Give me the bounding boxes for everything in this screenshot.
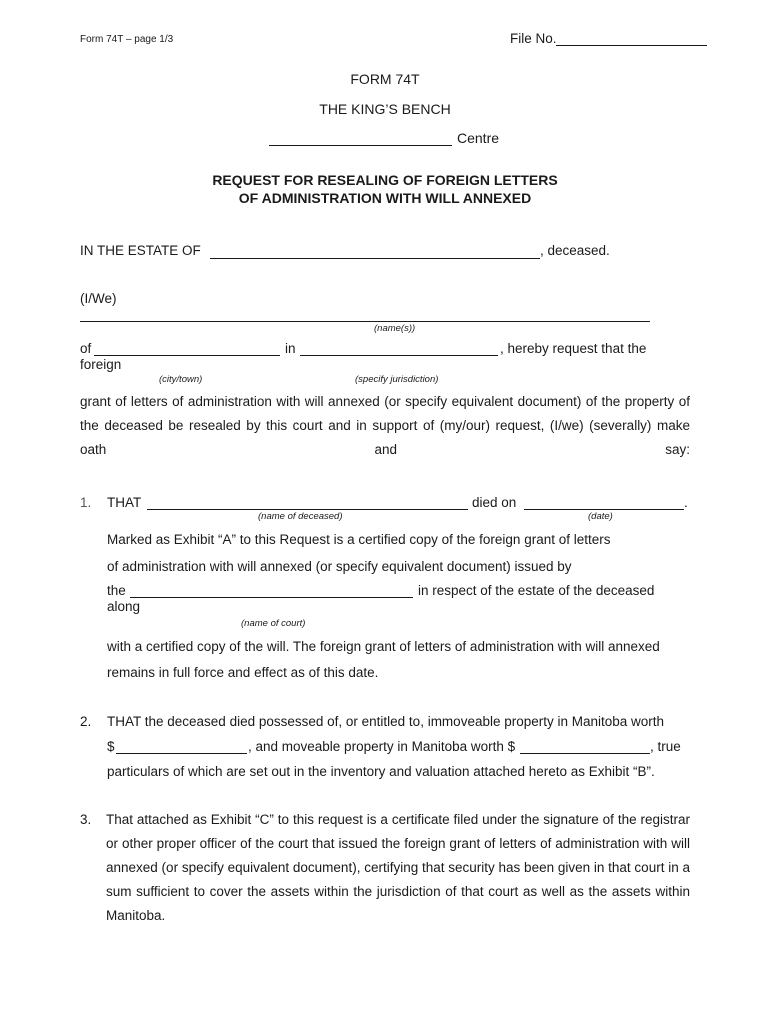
applicant-names-field[interactable] (80, 321, 650, 322)
city-caption: (city/town) (159, 374, 203, 385)
immoveable-amount-field[interactable] (116, 753, 247, 754)
item1-line-c: with a certified copy of the will. The foreign grant of letters of administration with will annexed (107, 639, 660, 654)
names-caption: (name(s)) (374, 323, 416, 334)
item1-died-on: died on (472, 495, 517, 510)
court-caption: (name of court) (241, 618, 306, 629)
item3-number: 3. (80, 812, 92, 827)
item1-line-a: Marked as Exhibit “A” to this Request is a certified copy of the foreign grant of letters (107, 532, 611, 547)
death-date-field[interactable] (524, 509, 684, 510)
hereby-text: , hereby request that the (500, 341, 647, 356)
item1-number: 1. (80, 495, 92, 510)
foreign-text: foreign (80, 357, 122, 372)
jurisdiction-caption: (specify jurisdiction) (355, 374, 439, 385)
item1-respect: in respect of the estate of the deceased (418, 583, 655, 598)
centre-label: Centre (457, 130, 500, 146)
request-title-line1: REQUEST FOR RESEALING OF FOREIGN LETTERS (212, 172, 558, 188)
form-title: FORM 74T (350, 71, 420, 87)
moveable-amount-field[interactable] (520, 753, 650, 754)
item1-the: the (107, 583, 126, 598)
in-label: in (285, 341, 296, 356)
date-caption: (date) (588, 511, 613, 522)
applicant-iwe: (I/We) (80, 291, 117, 306)
item2-line-a: THAT the deceased died possessed of, or entitled to, immoveable property in Manitoba worth (107, 714, 665, 729)
city-field[interactable] (94, 355, 280, 356)
estate-name-field[interactable] (210, 258, 540, 259)
item3-body: That attached as Exhibit “C” to this request is a certificate filed under the signature of the registrar or other proper officer of the court that issued the foreign grant of letters of administration with will annexed (or specify equivalent document), certifying that security has been given in that court in a sum sufficient to cover the assets within the jurisdiction of that court as well as the assets within Manitoba. (106, 812, 690, 923)
estate-suffix: , deceased. (540, 243, 610, 258)
file-no-label: File No. (510, 31, 557, 46)
item1-period: . (684, 495, 688, 510)
centre-field[interactable] (269, 145, 452, 146)
item1-that: THAT (107, 495, 142, 510)
item2-moveable: , and moveable property in Manitoba worth $ (248, 739, 516, 754)
deceased-name-field[interactable] (147, 509, 468, 510)
of-label: of (80, 341, 92, 356)
page-label: Form 74T – page 1/3 (80, 34, 174, 45)
file-no-field[interactable] (556, 45, 707, 46)
court-name-field[interactable] (130, 597, 413, 598)
item2-dollar: $ (107, 739, 115, 754)
item1-line-b: of administration with will annexed (or specify equivalent document) issued by (107, 559, 572, 574)
deceased-caption: (name of deceased) (258, 511, 343, 522)
jurisdiction-field[interactable] (300, 355, 498, 356)
item1-along: along (107, 599, 141, 614)
item2-number: 2. (80, 714, 92, 729)
request-title-line2: OF ADMINISTRATION WITH WILL ANNEXED (238, 190, 532, 206)
item2-true: , true (650, 739, 681, 754)
item2-line-c: particulars of which are set out in the inventory and valuation attached hereto as Exhibit “B”. (107, 764, 655, 779)
item1-line-d: remains in full force and effect as of this date. (107, 665, 379, 680)
applicant-body: grant of letters of administration with will annexed (or specify equivalent document) of the property of the deceased be resealed by this court and in support of (my/our) request, (I/we) (severally) make oath and say: (80, 394, 690, 457)
court-title: THE KING’S BENCH (319, 101, 451, 117)
estate-prefix: IN THE ESTATE OF (80, 243, 201, 258)
